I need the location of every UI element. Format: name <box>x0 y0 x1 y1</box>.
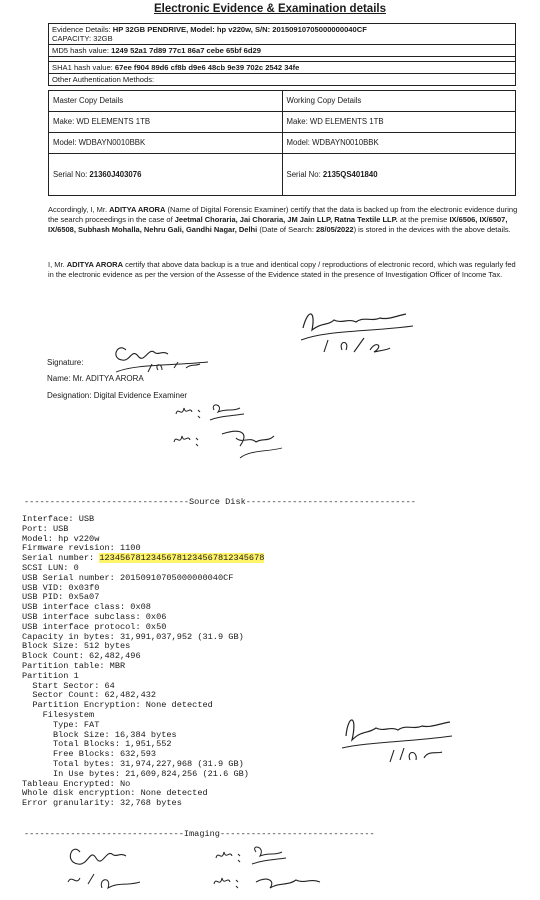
working-copy-column <box>282 91 516 195</box>
source-disk-divider: --------------------------------Source Disk--------------------------------- <box>24 497 416 507</box>
master-copy-serial <box>49 154 282 196</box>
working-serial-label: Serial No: <box>286 170 323 179</box>
examiner-name: ADITYA ARORA <box>66 260 124 269</box>
working-model-value: WDBAYN0010BBK <box>312 138 379 147</box>
working-copy-serial <box>283 154 516 196</box>
cert-text: certify that above data backup is a true and identical copy / reproductions of electronic record, which was regularly fed in the electronic evidence as per the version of the Assesse of the Evidence stated in the presence of Investigation Officer of Income Tax. <box>48 260 516 279</box>
premise-address: IX/6506, IX/6507, IX/6508, Subhash Mohalla, Nehru Gali, Gandhi Nagar, Delhi <box>48 215 508 234</box>
sha1-value: 67ee f904 89d6 cf8b d9e6 48cb 9e39 702c 2542 34fe <box>114 63 300 72</box>
sha1-label: SHA1 hash value: <box>52 63 115 72</box>
serial-number-value: 12345678123456781234567812345678 <box>99 553 265 564</box>
master-model-label: Model: <box>53 138 79 147</box>
evidence-details-table <box>48 23 516 86</box>
working-model-label: Model: <box>286 138 313 147</box>
md5-label: MD5 hash value: <box>52 46 112 55</box>
working-make-label: Make: <box>286 117 310 126</box>
master-make-label: Make: <box>53 117 77 126</box>
sha1-row <box>49 61 515 74</box>
cert-text: ) is stored in the devices with the above details. <box>353 225 511 234</box>
md5-value: 1249 52a1 7d89 77c1 86a7 cebe 65bf 6d29 <box>111 46 261 55</box>
other-auth-row <box>49 74 515 85</box>
cert-text: (Date of Search: <box>257 225 317 234</box>
working-serial-value: 2135QS401840 <box>322 170 378 179</box>
working-make-value: WD ELEMENTS 1TB <box>309 117 384 126</box>
imaging-divider: -------------------------------Imaging------------------------------ <box>24 829 375 839</box>
working-copy-heading: Working Copy Details <box>283 91 516 112</box>
master-serial-label: Serial No: <box>53 170 90 179</box>
disk-lines-after: SCSI LUN: 0 USB Serial number: 20150910705000000040CF USB VID: 0x03f0 USB PID: 0x5a07 USB interface class: 0x08 USB interface subclass: 0x06 USB interface protocol: 0x50 Capacity in bytes: 31,991,037,952 (31.9 GB) Block Size: 512 bytes Block Count: 62,482,496 Partition table: MBR Partition 1 Start Sector: 64 Sector Count: 62,482,432 Partition Encryption: None detected Filesystem Type: FAT Block Size: 16,384 bytes Total Blocks: 1,951,552 Free Blocks: 632,593 Total bytes: 31,974,227,968 (31.9 GB) In Use bytes: 21,609,824,256 (21.6 GB) Tableau Encrypted: No Whole disk encryption: None detected Error granularity: 32,768 bytes <box>22 562 249 809</box>
working-copy-model <box>283 133 516 154</box>
examiner-name-line: Name: Mr. ADITYA ARORA <box>47 374 144 383</box>
master-copy-heading: Master Copy Details <box>49 91 282 112</box>
witness-signatures-bottom <box>210 840 360 896</box>
serial-number-label: Serial number: <box>22 553 100 564</box>
signature-label: Signature: <box>47 358 84 367</box>
case-names: Jeetmal Choraria, Jai Choraria, JM Jain LLP, Ratna Textile LLP. <box>174 215 398 224</box>
certification-paragraph-2 <box>48 260 518 280</box>
evidence-details-row <box>49 24 515 45</box>
officer-signature-top <box>298 300 428 360</box>
search-date: 28/05/2022 <box>316 225 354 234</box>
master-serial-value: 21360J403076 <box>89 170 142 179</box>
examiner-signature-bottom <box>58 838 168 896</box>
certification-paragraph-1 <box>48 205 518 235</box>
page-title: Electronic Evidence & Examination details <box>154 3 386 15</box>
master-copy-make <box>49 112 282 133</box>
source-disk-report <box>22 515 264 809</box>
designation-line: Designation: Digital Evidence Examiner <box>47 391 188 400</box>
examiner-name: ADITYA ARORA <box>109 205 166 214</box>
capacity-label: CAPACITY: <box>52 34 94 43</box>
master-model-value: WDBAYN0010BBK <box>78 138 146 147</box>
master-copy-column <box>49 91 282 195</box>
evidence-details-label: Evidence Details: <box>52 25 113 34</box>
disk-lines-before: Interface: USB Port: USB Model: hp v220w Firmware revision: 1100 <box>22 514 141 554</box>
officer-signature-middle <box>338 700 458 770</box>
copy-details-table <box>48 90 516 196</box>
master-make-value: WD ELEMENTS 1TB <box>76 117 151 126</box>
cert-text: at the premise <box>397 215 450 224</box>
working-copy-make <box>283 112 516 133</box>
examiner-signature <box>96 338 216 378</box>
other-auth-label: Other Authentication Methods: <box>52 75 155 84</box>
witness-signatures <box>170 398 330 470</box>
cert-text: Accordingly, I, Mr. <box>48 205 110 214</box>
master-copy-model <box>49 133 282 154</box>
capacity-value: 32GB <box>93 34 113 43</box>
cert-text: I, Mr. <box>48 260 67 269</box>
evidence-details-value: HP 32GB PENDRIVE, Model: hp v220w, S/N: 20150910705000000040CF <box>112 25 367 34</box>
cert-text: (Name of Digital Forensic Examiner) certify that the data is backed up from the electronic evidence during the search proceedings in the case of <box>48 205 518 224</box>
md5-row <box>49 45 515 57</box>
